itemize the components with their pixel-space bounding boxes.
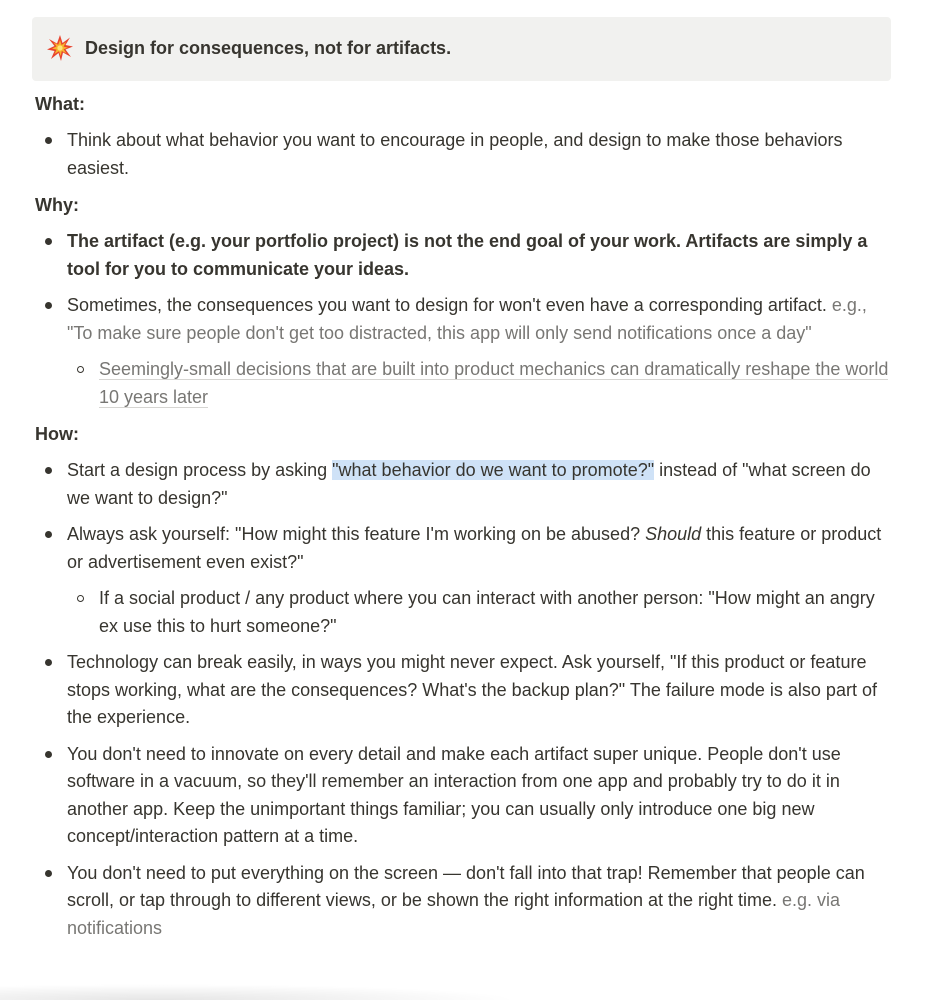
- italic-text: Should: [645, 524, 702, 544]
- sub-list-item-text: If a social product / any product where you can interact with another person: "How might an angry ex use this to hurt someone?": [99, 588, 875, 636]
- bottom-shadow: [0, 984, 520, 1000]
- list-item-text: Technology can break easily, in ways you might never expect. Ask yourself, "If this product or feature stops working, what are the consequences? What's the backup plan?" The failure mode is also part of the experience.: [67, 652, 877, 727]
- highlighted-text[interactable]: "what behavior do we want to promote?": [332, 460, 655, 480]
- collision-emoji-icon[interactable]: [46, 34, 74, 62]
- heading-what: What:: [35, 94, 85, 114]
- list-item: [35, 521, 895, 640]
- heading-why: Why:: [35, 195, 79, 215]
- sub-list-item: [67, 356, 895, 411]
- list-item-text: Think about what behavior you want to encourage in people, and design to make those behaviors easiest.: [67, 130, 843, 178]
- example-text: e.g. via notifications: [67, 890, 841, 938]
- list-item-text: The artifact (e.g. your portfolio project) is not the end goal of your work. Artifacts are simply a tool for you to communicate your ideas.: [67, 231, 868, 279]
- sub-list: [67, 356, 895, 411]
- list-item-text: You don't need to innovate on every detail and make each artifact super unique. People don't use software in a vacuum, so they'll remember an interaction from one app and probably try to do it in another app. Keep the unimportant things familiar; you can usually only introduce one big new concept/interaction pattern at a time.: [67, 743, 841, 846]
- list-item-text: Sometimes, the consequences you want to design for won't even have a corresponding artifact.: [67, 295, 832, 315]
- list-item: [35, 228, 895, 283]
- list-item: [35, 741, 895, 851]
- list-item: [35, 292, 895, 411]
- list-item-text: You don't need to put everything on the screen — don't fall into that trap! Remember that people can scroll, or tap through to different views, or be shown the right information at the right time.: [67, 862, 865, 910]
- heading-how: How:: [35, 424, 79, 444]
- sub-list: [67, 585, 895, 640]
- list-item: [35, 649, 895, 732]
- what-list: [35, 127, 895, 182]
- list-item: [35, 860, 895, 943]
- list-item-text: this feature or product or advertisement even exist?": [67, 524, 882, 572]
- callout-block[interactable]: [32, 17, 891, 81]
- list-item-text: Always ask yourself: "How might this feature I'm working on be abused?: [67, 524, 646, 544]
- link-text[interactable]: Seemingly-small decisions that are built into product mechanics can dramatically reshape the world 10 years later: [99, 359, 889, 407]
- page-content: [35, 90, 895, 951]
- list-item-text: Start a design process by asking: [67, 460, 333, 480]
- callout-text: Design for consequences, not for artifacts.: [85, 38, 452, 59]
- list-item: [35, 457, 895, 512]
- example-text: e.g., "To make sure people don't get too distracted, this app will only send notifications once a day": [67, 295, 867, 343]
- list-item-text: instead of "what screen do we want to design?": [67, 460, 871, 508]
- why-list: [35, 228, 895, 411]
- list-item: [35, 127, 895, 182]
- sub-list-item: [67, 585, 895, 640]
- how-list: [35, 457, 895, 942]
